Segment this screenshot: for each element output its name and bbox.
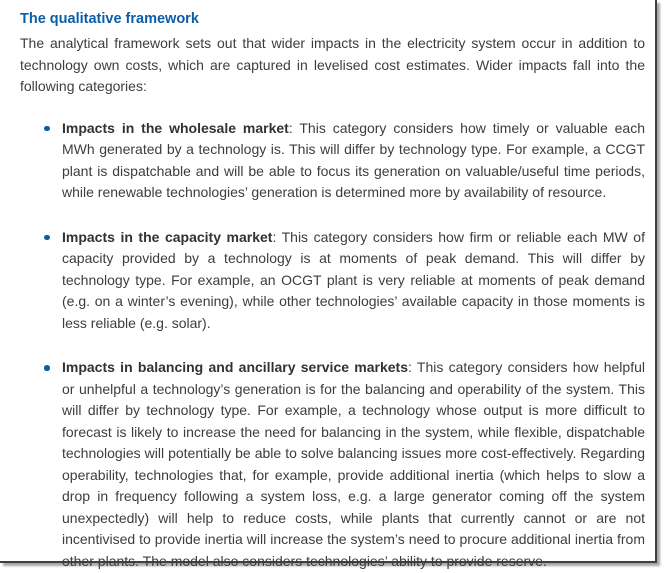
category-bullet-list xyxy=(20,118,645,573)
intro-paragraph: The analytical framework sets out that wider impacts in the electricity system occur in addition to technology own costs, which are captured in levelised cost estimates. Wider impacts fall into the following categories: xyxy=(20,35,645,94)
bullet-item-balancing-ancillary-markets xyxy=(42,357,645,572)
bullet-title: Impacts in the wholesale market xyxy=(62,119,289,136)
bullet-body: : This category considers how firm or reliable each MW of capacity provided by a technology is at moments of peak demand. This will differ by technology type. For example, an OCGT plant is very reliable at moments of peak demand (e.g. on a winter’s evening), while other technologies’ available capacity in those moments is less reliable (e.g. solar). xyxy=(62,228,645,331)
bullet-body: : This category considers how timely or valuable each MWh generated by a technology is. This will differ by technology type. For example, a CCGT plant is dispatchable and will be able to focus its generation on valuable/useful time periods, while renewable technologies’ generation is determined more by availability of resource. xyxy=(62,119,645,200)
bullet-title: Impacts in balancing and ancillary service markets xyxy=(62,359,408,375)
section-heading: The qualitative framework xyxy=(20,11,199,27)
bullet-item-capacity-market xyxy=(42,227,645,335)
bullet-body: : This category considers how helpful or unhelpful a technology’s generation is for the balancing and operability of the system. This will differ by technology type. For example, a technology whose output is more difficult to forecast is likely to increase the need for balancing in the system, while flexible, dispatchable technologies will potentially be able to solve balancing issues more cost-effectively. Regarding operability, technologies that, for example, provide additional inertia (which helps to slow a drop in frequency following a system loss, e.g. a large generator coming off the system unexpectedly) will help to reduce costs, while plants that currently cannot or are not incentivised to provide inertia will increase the system’s need to procure additional inertia from other plants. The model also considers technologies’ ability to provide reserve. xyxy=(62,359,645,569)
bullet-title: Impacts in the capacity market xyxy=(62,228,273,245)
bullet-item-wholesale-market xyxy=(42,118,645,204)
